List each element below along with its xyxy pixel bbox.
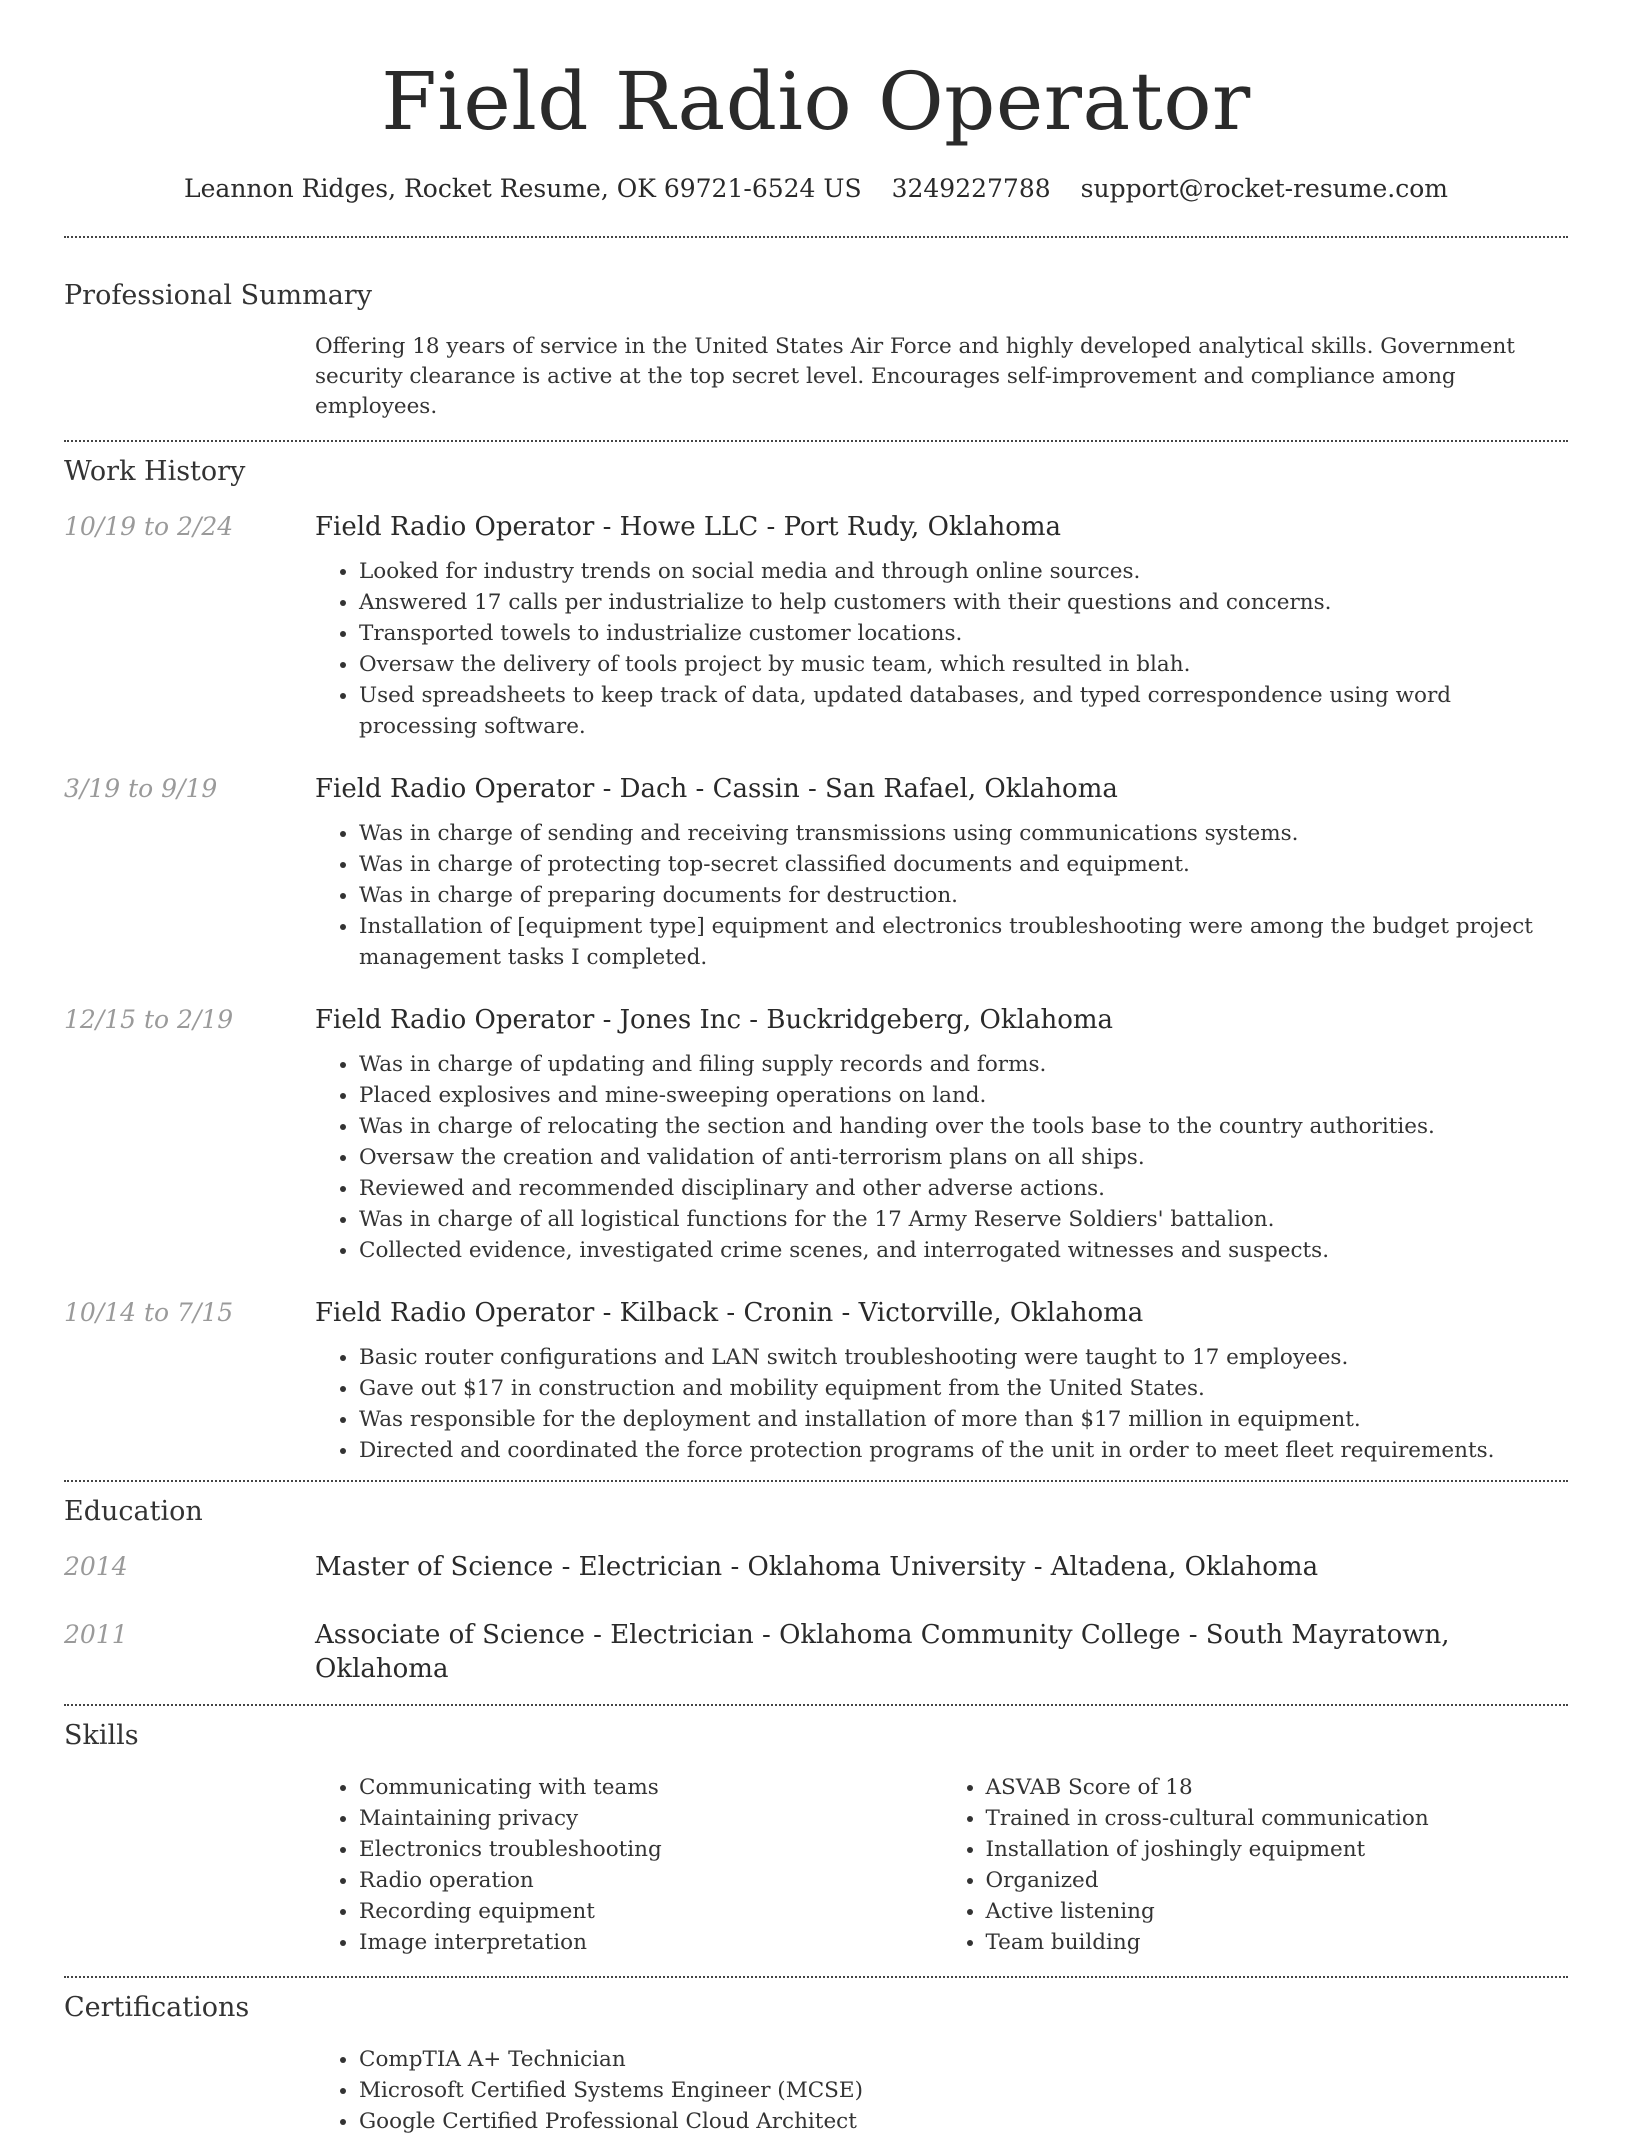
divider [64,440,1568,442]
job-bullet: • Gave out $17 in construction and mobility equipment from the United States. [359,1373,1568,1404]
skill-item: • Team building [986,1927,1569,1958]
education-degree: Associate of Science - Electrician - Oklahoma Community College - South Mayratown, Oklahoma [315,1620,1450,1684]
section-title-skills: Skills [64,1720,139,1751]
job-bullet: • Was in charge of preparing documents for destruction. [359,880,1568,911]
job-title: Field Radio Operator - Jones Inc - Buckridgeberg, Oklahoma [315,1005,1114,1035]
section-title-summary: Professional Summary [64,280,372,311]
job-dates: 12/15 to 2/19 [64,1005,234,1034]
certification-item: • Microsoft Certified Systems Engineer (MCSE) [359,2075,1568,2106]
divider [64,1704,1568,1706]
job-bullet: • Looked for industry trends on social media and through online sources. [359,556,1568,587]
education-year: 2014 [64,1552,128,1581]
job-bullet: • Placed explosives and mine-sweeping operations on land. [359,1080,1568,1111]
job-bullet: • Basic router configurations and LAN switch troubleshooting were taught to 17 employees. [359,1342,1568,1373]
job-bullet: • Was in charge of sending and receiving transmissions using communications systems. [359,818,1568,849]
skill-item: • Organized [986,1865,1569,1896]
job-bullet: • Oversaw the creation and validation of anti-terrorism plans on all ships. [359,1142,1568,1173]
job-bullet: • Reviewed and recommended disciplinary and other adverse actions. [359,1173,1568,1204]
job-bullet: • Was in charge of all logistical functions for the 17 Army Reserve Soldiers' battalion. [359,1204,1568,1235]
education-item [64,1618,1568,1686]
contact-email: support@rocket-resume.com [1080,174,1448,203]
skill-item: • Active listening [986,1896,1569,1927]
job-entry [64,510,1568,742]
job-bullet: • Was in charge of updating and filing supply records and forms. [359,1049,1568,1080]
skill-item: • ASVAB Score of 18 [986,1772,1569,1803]
divider [64,236,1568,238]
certifications-list [315,2044,1568,2137]
summary-text: Offering 18 years of service in the United States Air Force and highly developed analytical skills. Government security clearance is active at the top secret level. Encourages self-improvement and compliance among employees. [315,334,1515,419]
certification-item: • Google Certified Professional Cloud Architect [359,2106,1568,2137]
job-bullet: • Was in charge of protecting top-secret classified documents and equipment. [359,849,1568,880]
skill-item: • Trained in cross-cultural communication [986,1803,1569,1834]
job-bullets [315,1049,1568,1266]
skills-section [64,1718,1568,1958]
skills-list-left [315,1772,942,1958]
resume-page [64,0,1568,2137]
job-title: Field Radio Operator - Kilback - Cronin - Victorville, Oklahoma [315,1298,1144,1328]
education-section [64,1494,1568,1686]
job-list [64,510,1568,1466]
divider [64,1976,1568,1978]
job-bullets [315,1342,1568,1466]
job-bullet: • Used spreadsheets to keep track of data, updated databases, and typed correspondence using word processing software. [359,680,1568,742]
skills-list-right [942,1772,1569,1958]
certifications-section [64,1990,1568,2137]
job-dates: 10/14 to 7/15 [64,1298,234,1327]
job-title: Field Radio Operator - Dach - Cassin - San Rafael, Oklahoma [315,774,1118,804]
job-dates: 10/19 to 2/24 [64,512,234,541]
skill-item: • Recording equipment [359,1896,942,1927]
job-bullet: • Was responsible for the deployment and installation of more than $17 million in equipment. [359,1404,1568,1435]
job-entry [64,772,1568,973]
section-title-work: Work History [64,456,246,487]
education-year: 2011 [64,1620,128,1649]
resume-name: Field Radio Operator [381,55,1251,148]
section-title-education: Education [64,1496,203,1527]
job-entry [64,1296,1568,1466]
job-bullets [315,818,1568,973]
job-bullet: • Oversaw the delivery of tools project by music team, which resulted in blah. [359,649,1568,680]
job-bullet: • Collected evidence, investigated crime scenes, and interrogated witnesses and suspects. [359,1235,1568,1266]
job-bullet: • Answered 17 calls per industrialize to help customers with their questions and concerns. [359,587,1568,618]
skill-item: • Maintaining privacy [359,1803,942,1834]
work-history-section [64,454,1568,1466]
certification-item: • CompTIA A+ Technician [359,2044,1568,2075]
education-item [64,1550,1568,1584]
skill-item: • Image interpretation [359,1927,942,1958]
section-title-certifications: Certifications [64,1992,250,2023]
education-degree: Master of Science - Electrician - Oklahoma University - Altadena, Oklahoma [315,1552,1319,1582]
job-title: Field Radio Operator - Howe LLC - Port Rudy, Oklahoma [315,512,1062,542]
job-bullets [315,556,1568,742]
job-dates: 3/19 to 9/19 [64,774,218,803]
job-bullet: • Installation of [equipment type] equipment and electronics troubleshooting were among the budget project management tasks I completed. [359,911,1568,973]
summary-section [64,278,1568,422]
skill-item: • Installation of joshingly equipment [986,1834,1569,1865]
skill-item: • Communicating with teams [359,1772,942,1803]
job-bullet: • Transported towels to industrialize customer locations. [359,618,1568,649]
job-entry [64,1003,1568,1266]
job-bullet: • Was in charge of relocating the section and handing over the tools base to the country authorities. [359,1111,1568,1142]
contact-phone: 3249227788 [891,174,1051,203]
contact-line [64,172,1568,206]
skill-item: • Electronics troubleshooting [359,1834,942,1865]
skill-item: • Radio operation [359,1865,942,1896]
divider [64,1480,1568,1482]
job-bullet: • Directed and coordinated the force protection programs of the unit in order to meet fleet requirements. [359,1435,1568,1466]
contact-address: Leannon Ridges, Rocket Resume, OK 69721-6524 US [184,174,862,203]
